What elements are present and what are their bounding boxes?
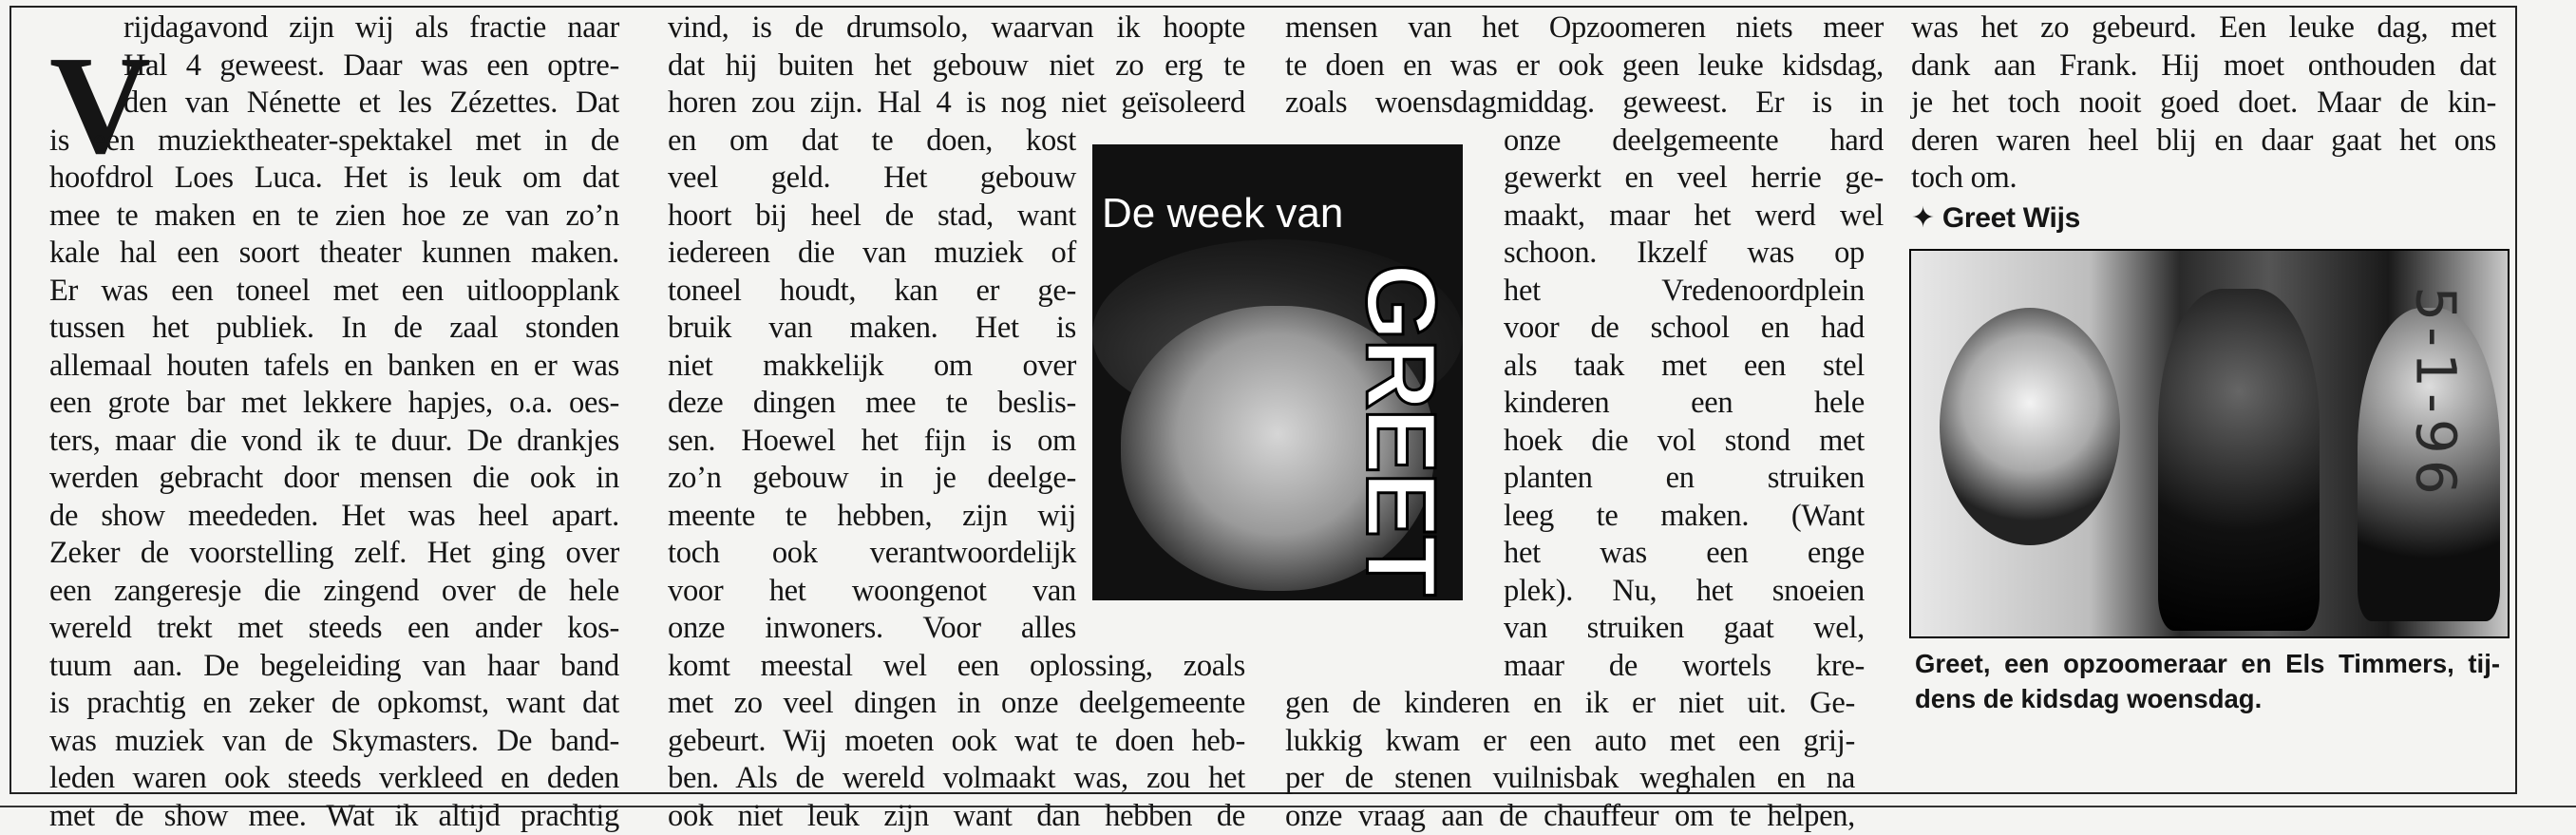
text-line: per de stenen vuilnisbak weghalen en na	[1285, 760, 1855, 798]
text-line: van struiken gaat wel,	[1504, 610, 1865, 648]
text-line: onze vraag aan de chauffeur om te helpen,	[1285, 798, 1855, 835]
text-line: je het toch nooit goed doet. Maar de kin-	[1911, 85, 2496, 123]
column-4	[1911, 9, 2496, 237]
text-line: kinderen een hele	[1504, 385, 1865, 423]
text-line: te doen en was er ook geen leuke kidsdag,	[1285, 47, 1884, 85]
text-line: ters, maar die vond ik te duur. De drankjes	[49, 423, 619, 461]
text-line: de show meededen. Het was heel apart.	[49, 498, 619, 536]
text-line: was het zo gebeurd. Een leuke dag, met	[1911, 9, 2496, 47]
column-title-name: GREET	[1344, 263, 1457, 594]
text-line: voor de school en had	[1504, 310, 1865, 348]
text-line: mee te maken en te zien hoe ze van zo’n	[49, 198, 619, 236]
text-line: ben. Als de wereld volmaakt was, zou het	[668, 760, 1245, 798]
text-line: met de show mee. Wat ik altijd prachtig	[49, 798, 619, 835]
text-line: is prachtig en zeker de opkomst, want dat	[49, 685, 619, 723]
column-3	[1285, 9, 1884, 835]
text-line: bruik van maken. Het is	[668, 310, 1076, 348]
text-line: toch om.	[1911, 160, 2496, 198]
text-line: onze inwoners. Voor alles	[668, 610, 1076, 648]
column-1	[49, 9, 619, 835]
text-line: horen zou zijn. Hal 4 is nog niet geïsoleerd	[668, 85, 1245, 123]
text-line: ook niet leuk zijn want dan hebben de	[668, 798, 1245, 835]
text-line: den van Nénette et les Zézettes. Dat	[49, 85, 619, 123]
text-line: hoofdrol Loes Luca. Het is leuk om dat	[49, 160, 619, 198]
text-line: een grote bar met lekkere hapjes, o.a. oes-	[49, 385, 619, 423]
text-line: iedereen die van muziek of	[668, 235, 1076, 273]
text-line: planten en struiken	[1504, 460, 1865, 498]
text-line: is een muziektheater-spektakel met in de	[49, 123, 619, 161]
text-line: een zangeresje die zingend over de hele	[49, 573, 619, 611]
text-line: tuum aan. De begeleiding van haar band	[49, 648, 619, 686]
text-line: wereld trekt met steeds een ander kos-	[49, 610, 619, 648]
text-line: als taak met een stel	[1504, 348, 1865, 386]
text-line: dat hij buiten het gebouw niet zo erg te	[668, 47, 1245, 85]
text-line: gen de kinderen en ik er niet uit. Ge-	[1285, 685, 1855, 723]
text-line: leden waren ook steeds verkleed en deden	[49, 760, 619, 798]
text-line: hoek die vol stond met	[1504, 423, 1865, 461]
text-line: met zo veel dingen in onze deelgemeente	[668, 685, 1245, 723]
handwritten-date-wrap	[2519, 142, 2576, 636]
photo-caption: Greet, een opzoomeraar en Els Timmers, tij-dens de kidsdag woensdag.	[1915, 646, 2500, 716]
text-line: en om dat te doen, kost	[668, 123, 1076, 161]
text-line: Hal 4 geweest. Daar was een optre-	[49, 47, 619, 85]
text-line: hoort bij heel de stad, want	[668, 198, 1076, 236]
text-line: meente te hebben, zijn wij	[668, 498, 1076, 536]
text-line: niet makkelijk om over	[668, 348, 1076, 386]
text-line: gebeurt. Wij moeten ook wat te doen heb-	[668, 723, 1245, 761]
text-line: plek). Nu, het snoeien	[1504, 573, 1865, 611]
text-line: rijdagavond zijn wij als fractie naar	[49, 9, 619, 47]
text-line: zoals woensdagmiddag. geweest. Er is in	[1285, 85, 1884, 123]
text-line: werden gebracht door mensen die ook in	[49, 460, 619, 498]
handwritten-date: 5-1-96	[2404, 286, 2469, 500]
text-line: voor het woongenot van	[668, 573, 1076, 611]
text-line: kale hal een soort theater kunnen maken.	[49, 235, 619, 273]
text-line: allemaal houten tafels en banken en er was	[49, 348, 619, 386]
text-line: het was een enge	[1504, 535, 1865, 573]
text-line: sen. Hoewel het fijn is om	[668, 423, 1076, 461]
text-line: schoon. Ikzelf was op	[1504, 235, 1865, 273]
text-line: Er was een toneel met een uitloopplank	[49, 273, 619, 311]
text-line: Zeker de voorstelling zelf. Het ging over	[49, 535, 619, 573]
drop-cap: V	[49, 53, 151, 158]
text-line: maar de wortels kre-	[1504, 648, 1865, 686]
text-line: toch ook verantwoordelijk	[668, 535, 1076, 573]
text-line: was muziek van de Skymasters. De band-	[49, 723, 619, 761]
text-line: deze dingen mee te beslis-	[668, 385, 1076, 423]
text-line: het Vredenoordplein	[1504, 273, 1865, 311]
text-line: toneel houdt, kan er ge-	[668, 273, 1076, 311]
text-line: dank aan Frank. Hij moet onthouden dat	[1911, 47, 2496, 85]
photo-person-shape	[1940, 308, 2120, 545]
text-line: komt meestal wel een oplossing, zoals	[668, 648, 1245, 686]
text-line: onze deelgemeente hard	[1504, 123, 1884, 161]
text-line: lukkig kwam er een auto met een grij-	[1285, 723, 1855, 761]
text-line: maakt, maar het werd wel	[1504, 198, 1884, 236]
text-line: deren waren heel blij en daar gaat het ons	[1911, 123, 2496, 161]
text-line: gewerkt en veel herrie ge-	[1504, 160, 1884, 198]
text-line: tussen het publiek. In de zaal stonden	[49, 310, 619, 348]
photo-person-shape	[2158, 289, 2320, 631]
text-line: leeg te maken. (Want	[1504, 498, 1865, 536]
text-line: veel geld. Het gebouw	[668, 160, 1076, 198]
column-title-prefix: De week van	[1096, 190, 1349, 237]
text-line: vind, is de drumsolo, waarvan ik hoopte	[668, 9, 1245, 47]
text-line: zo’n gebouw in je deelge-	[668, 460, 1076, 498]
text-line: mensen van het Opzoomeren niets meer	[1285, 9, 1884, 47]
byline: ✦ Greet Wijs	[1911, 199, 2496, 237]
